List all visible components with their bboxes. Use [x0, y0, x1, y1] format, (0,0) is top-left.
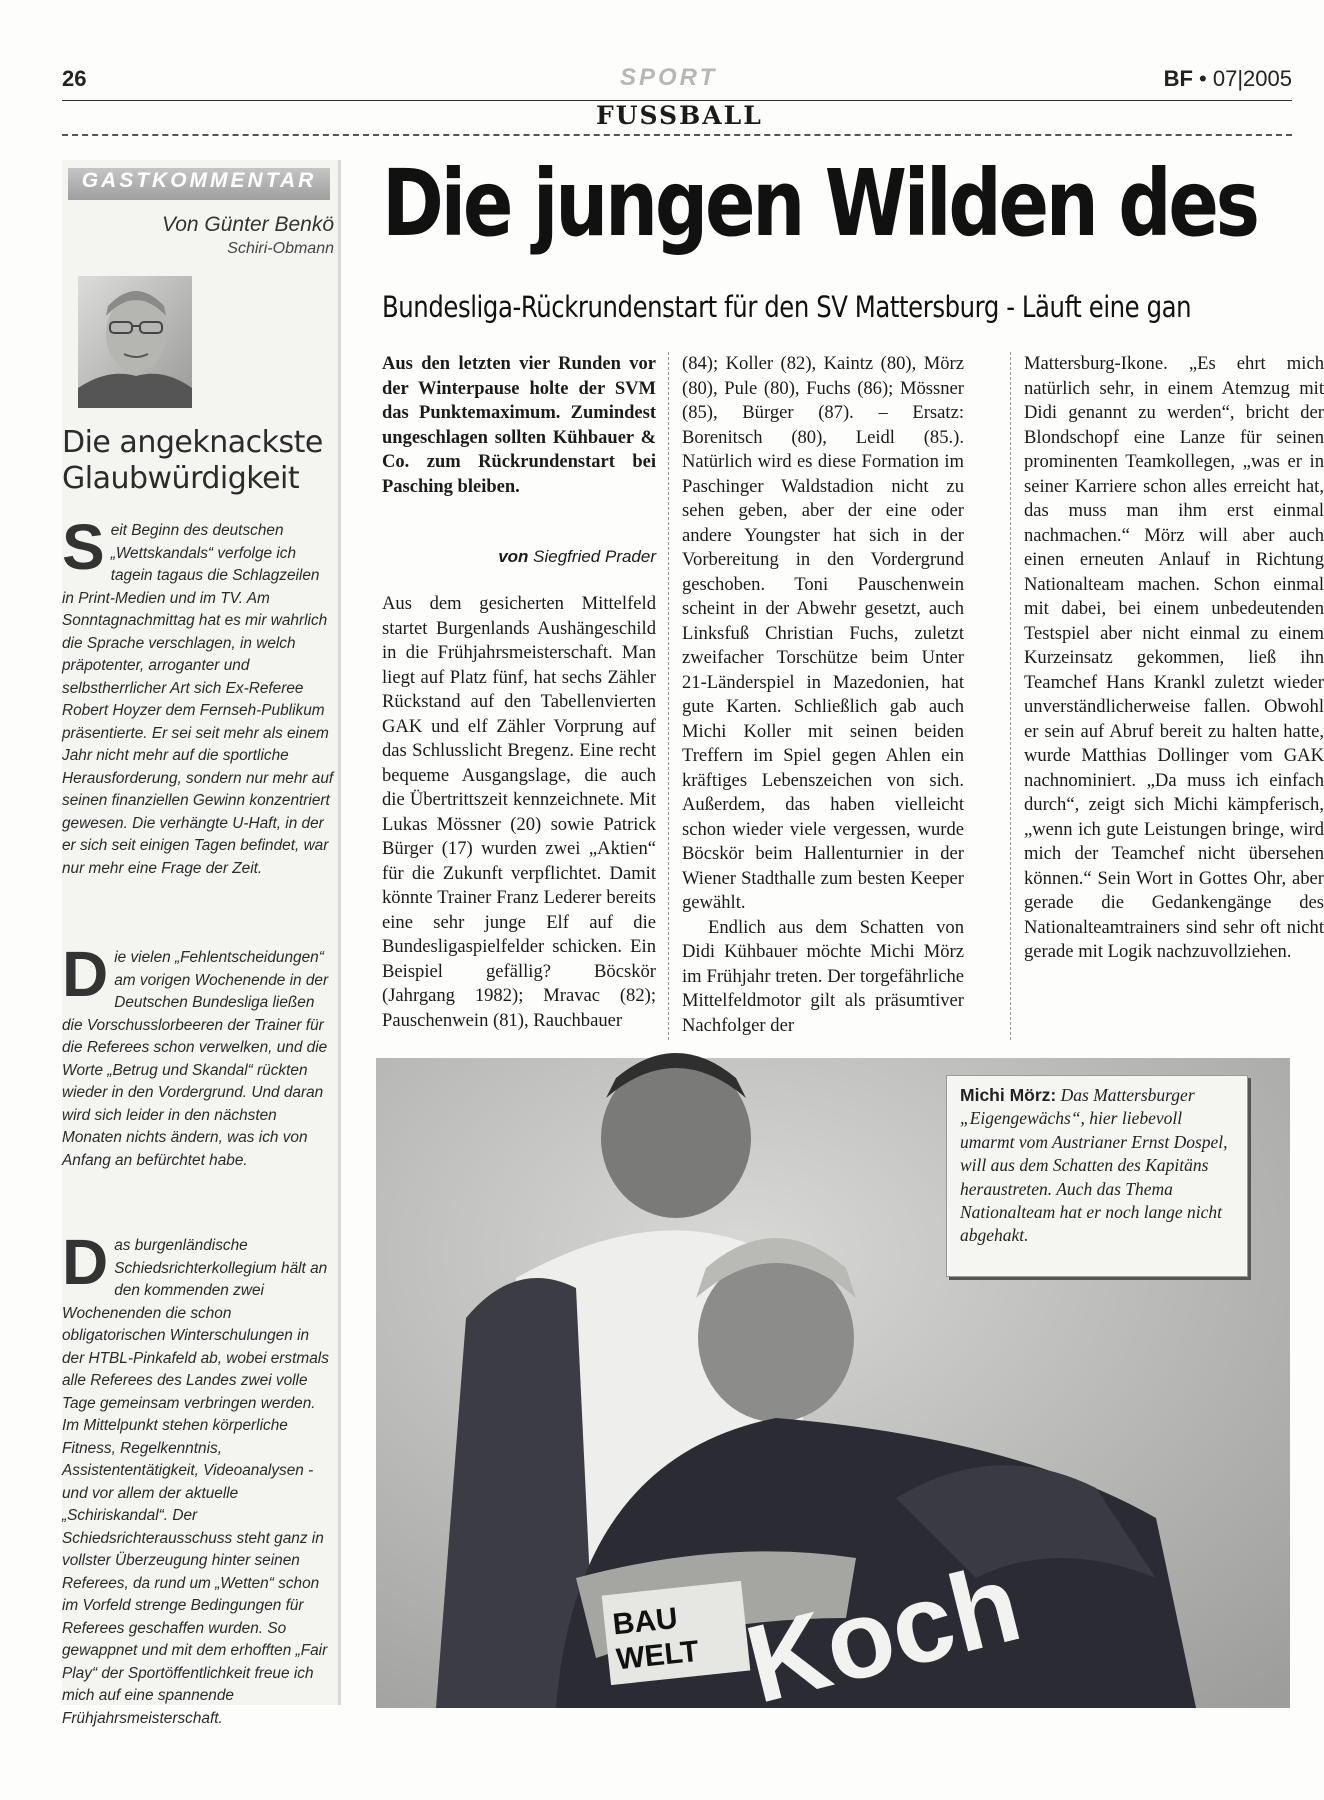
commentary-author-role: Schiri-Obmann	[227, 240, 334, 257]
photo-sponsor-text: BAU	[611, 1601, 680, 1642]
commentary-paragraph-2	[62, 938, 334, 1172]
commentary-text: eit Beginn des deutschen „Wettskandals“ verfolge ich tagein tagaus die Schlagzeilen in Print-Medien und im TV. Am Sonntagnachmittag hat es mir wahrlich die Sprache verschlagen, in welch präpotenter, arroganter und selbstherrlicher Art sich Ex-Referee Robert Hoyzer dem Fernseh-Publikum präsentierte. Er sei seit mehr als einem Jahr nicht mehr auf die sportliche Herausforderung, sondern nur mehr auf seinen finanziellen Gewinn konzentriert gewesen. Die verhängte U-Haft, in der er sich seit einigen Tagen befindet, war nur mehr eine Frage der Zeit.	[62, 522, 334, 877]
commentary-banner-label: GASTKOMMENTAR	[81, 169, 317, 192]
article-column-1	[382, 592, 656, 1033]
commentary-paragraph-1	[62, 511, 334, 880]
byline	[382, 547, 656, 567]
caption-name: Michi Mörz:	[960, 1085, 1057, 1105]
photo-sponsor-text: WELT	[614, 1634, 701, 1677]
drop-cap: D	[62, 938, 109, 1010]
issue-info	[1164, 66, 1292, 92]
caption-text: Das Mattersburger „Eigengewächs“, hier liebevoll umarmt vom Austrianer Ernst Dospel, will aus dem Schatten des Kapitäns heraustreten. Auch das Thema Nationalteam hat er noch lange nicht abgehakt.	[960, 1085, 1228, 1246]
column-divider	[1010, 352, 1011, 1040]
commentary-title: Die angeknackste Glaubwürdigkeit	[62, 425, 323, 496]
publication-name: BF	[1163, 66, 1193, 91]
drop-cap: D	[62, 1226, 109, 1298]
photo-sponsor-text: Koch	[734, 1540, 1032, 1727]
page-number: 26	[62, 66, 87, 91]
drop-cap: S	[62, 511, 105, 583]
article-paragraph: Aus dem gesicherten Mittelfeld startet Burgenlands Aushängeschild in die Frühjahrsmeisterschaft. Man liegt auf Platz fünf, hat sechs Zähler Rückstand auf den Tabellenvierten GAK und elf Zähler Vorprung auf das Schlusslicht Bregenz. Eine recht bequeme Ausgangslage, die auch die Übertrittszeit kennzeichnete. Mit Lukas Mössner (20) sowie Patrick Bürger (17) wurden zwei „Aktien“ für die Zukunft verpflichtet. Damit könnte Trainer Franz Lederer bereits eine sehr junge Elf auf die Bundesligaspielfelder schicken. Ein Beispiel gefällig? Böcskör (Jahrgang 1982); Mravac (82); Pauschenwein (81), Rauchbauer	[382, 593, 656, 1031]
separator-dot: •	[1199, 66, 1207, 91]
subheadline: Bundesliga-Rückrundenstart für den SV Mattersburg - Läuft eine gan	[382, 290, 1192, 324]
commentary-text: ie vielen „Fehlentscheidungen“ am vorigen Wochenende in der Deutschen Bundesliga ließen die Vorschusslorbeeren der Trainer für die Referees schon verwelken, und die Worte „Betrug und Skandal“ rückten wieder in den Vordergrund. Und daran wird sich leider in den nächsten Monaten nichts ändern, was ich von Anfang an befürchtet habe.	[62, 949, 329, 1169]
author-portrait	[78, 276, 192, 408]
commentary-text: as burgenländische Schiedsrichterkollegium hält an den kommenden zwei Wochenenden die schon obligatorischen Winterschulungen in der HTBL-Pinkafeld ab, wobei erstmals alle Referees des Landes zwei volle Tage gemeinsam verbringen werden. Im Mittelpunkt stehen körperliche Fitness, Regelkenntnis, Assistententätigkeit, Videoanalysen - und vor allem der aktuelle „Schiriskandal“. Der Schiedsrichterausschuss steht ganz in vollster Überzeugung hinter seinen Referees, da rund um „Wetten“ schon im Vorfeld strenge Bedingungen für Referees geschaffen wurden. So gewappnet und mit dem erhofften „Fair Play“ der Sportöffentlichkeit freue ich mich auf eine spannende Frühjahrsmeisterschaft.	[62, 1237, 329, 1727]
article-paragraph: (84); Koller (82), Kaintz (80), Mörz (80), Pule (80), Fuchs (86); Mössner (85), Bürger (87). – Ersatz: Borenitsch (80), Leidl (85.). Natürlich wird es diese Formation im Paschinger Waldstadion nicht zu sehen geben, aber der eine oder andere Youngster hat sich in der Vorbereitung in den Vordergrund geschoben. Toni Pauschenwein scheint in der Abwehr gesetzt, auch Linksfuß Christian Fuchs, zuletzt zweifacher Torschütze beim Unter 21-Länderspiel in Mazedonien, hat gute Karten. Schließlich gab auch Michi Koller mit seinen beiden Treffern im Spiel gegen Ahlen ein kräftiges Lebenszeichen von sich. Außerdem, das haben vielleicht schon wieder viele vergessen, wurde Böcskör beim Hallenturnier in der Wiener Stadthalle zum besten Keeper gewählt.	[682, 353, 964, 913]
column-divider	[668, 352, 669, 1040]
article-column-2	[682, 352, 964, 1038]
photo-caption	[960, 1084, 1238, 1248]
byline-name: Siegfried Prader	[533, 547, 656, 566]
article-column-3	[1024, 352, 1324, 965]
commentary-author: Von Günter Benkö	[162, 213, 334, 236]
article-paragraph: Mattersburg-Ikone. „Es ehrt mich natürlich sehr, in einem Atemzug mit Didi genannt zu werden“, bricht der Blondschopf eine Lanze für seinen prominenten Teamkollegen, „was er in seiner Karriere schon alles erreicht hat, das muss man ihm erst einmal nachmachen.“ Mörz will aber auch einen erneuten Anlauf in Richtung Nationalteam machen. Schon einmal mit dabei, bei einem unbedeutenden Testspiel aber nicht einmal zu einem Kurzeinsatz gekommen, ließ ihn Teamchef Hans Krankl zuletzt wieder unverständlicherweise fallen. Obwohl er sein auf Abruf bereit zu halten hatte, wurde Matthias Dollinger vom GAK nachnominiert. „Da muss ich einfach durch“, zeigt sich Michi kämpferisch, „wenn ich gute Leistungen bringe, wird mich der Teamchef nicht übersehen können.“ Sein Wort in Gottes Ohr, aber gerade die Gedankengänge des Nationalteamtrainers sind sehr oft nicht gerade mit Logik nachzuvollziehen.	[1024, 353, 1324, 962]
commentary-paragraph-3	[62, 1226, 334, 1730]
rubric-label: FUSSBALL	[596, 101, 763, 130]
section-label: SPORT	[620, 64, 718, 91]
article-paragraph: Endlich aus dem Schatten von Didi Kühbauer möchte Michi Mörz im Frühjahr treten. Der torgefährliche Mittelfeldmotor gilt als präsumtiver Nachfolger der	[682, 916, 964, 1036]
dashed-divider	[62, 134, 1292, 136]
article-lead: Aus den letzten vier Runden vor der Winterpause holte der SVM das Punktemaximum. Zumindest ungeschlagen sollten Kühbauer & Co. zum Rückrundenstart bei Pasching bleiben.	[382, 354, 656, 497]
issue-number: 07|2005	[1212, 66, 1292, 91]
byline-prefix: von	[498, 547, 529, 566]
headline: Die jungen Wilden des	[382, 150, 1257, 257]
